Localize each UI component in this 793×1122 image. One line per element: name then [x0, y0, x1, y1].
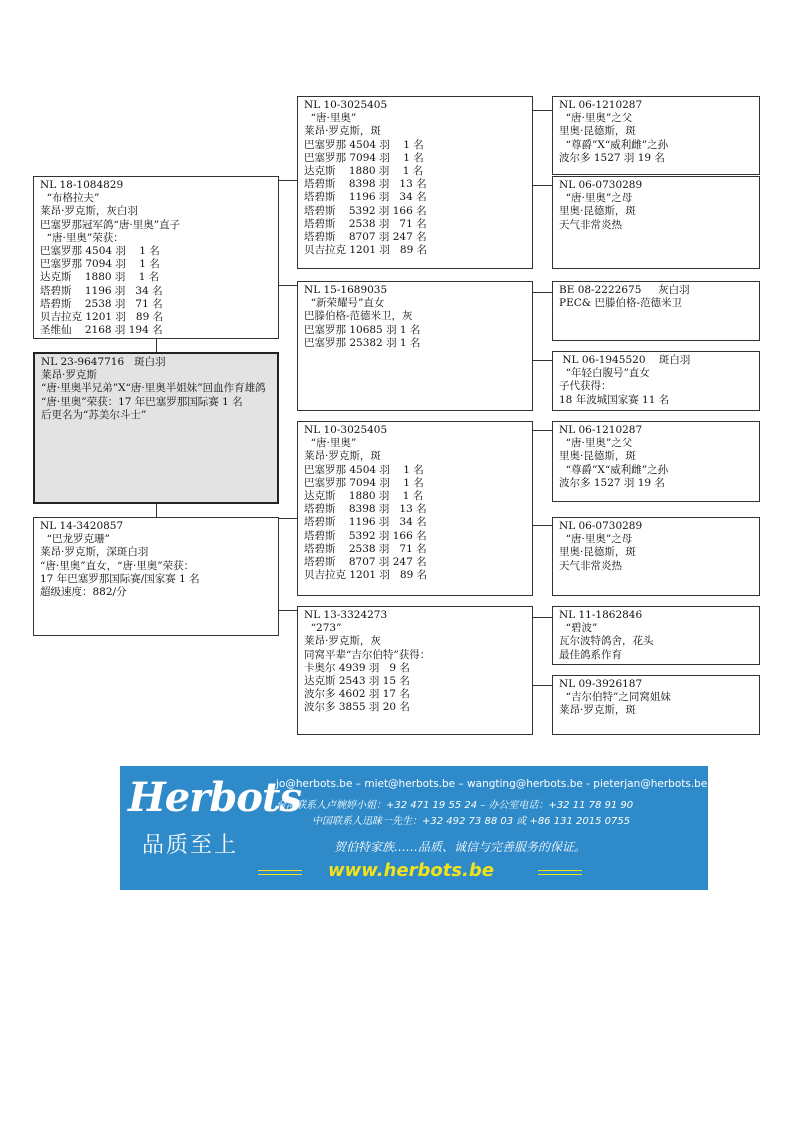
pedigree-line: 塔碧斯 2538 羽 71 名	[304, 542, 427, 555]
banner-slogan: 贺伯特家族……品质、诚信与完善服务的保证。	[334, 840, 587, 854]
pedigree-line: 巴塞罗那 4504 羽 1 名	[304, 463, 424, 476]
pedigree-line: 巴塞罗那 4504 羽 1 名	[40, 245, 160, 258]
pedigree-line: 塔碧斯 5392 羽 166 名	[304, 204, 427, 217]
pedigree-line: “唐·里奥”之父	[559, 437, 633, 450]
pedigree-line: 塔碧斯 5392 羽 166 名	[304, 529, 427, 542]
pedigree-line: 后更名为“苏美尔斗士”	[41, 408, 147, 421]
pedigree-line: 巴滕伯格-范德米卫，灰	[304, 310, 413, 323]
pedigree-line: 巴塞罗那 10685 羽 1 名	[304, 323, 421, 336]
pedigree-line: 巴塞罗那 7094 羽 1 名	[40, 258, 160, 271]
url-decoration-left	[258, 870, 302, 875]
pedigree-line: 塔碧斯 1196 羽 34 名	[304, 191, 427, 204]
connector-ss-sss	[532, 110, 552, 111]
pedigree-dsd	[552, 517, 760, 596]
connector-ds-dsd	[532, 525, 552, 526]
pedigree-line: NL 06-1945520 斑白羽	[559, 354, 691, 366]
pedigree-line: “碧波”	[559, 622, 598, 635]
pedigree-line: “唐·里奥半兄弟”X“唐·里奥半姐妹”回血作育雄鸽	[41, 382, 266, 395]
pedigree-line: 巴塞罗那 4504 羽 1 名	[304, 138, 424, 151]
pedigree-line: NL 13-3324273	[304, 609, 388, 621]
pedigree-line: NL 11-1862846	[559, 609, 643, 621]
pedigree-line: 莱昂·罗克斯，斑	[304, 125, 381, 138]
pedigree-line: 塔碧斯 8398 羽 13 名	[304, 503, 427, 516]
pedigree-line: “尊爵”X“威利雌”之孙	[559, 463, 669, 476]
pedigree-line: “唐·里奥”之母	[559, 533, 633, 546]
connector-ds-dss	[532, 430, 552, 431]
pedigree-dds	[552, 606, 760, 665]
pedigree-line: NL 06-1210287	[559, 424, 643, 436]
herbots-banner	[120, 766, 708, 890]
pedigree-line: “唐·里奥”直女，“唐·里奥”荣获：	[40, 559, 195, 572]
pedigree-line: 17 年巴塞罗那国际赛/国家赛 1 名	[40, 572, 200, 585]
pedigree-line: 塔碧斯 8707 羽 247 名	[304, 231, 427, 244]
pedigree-line: 莱昂·罗克斯，深斑白羽	[40, 546, 149, 559]
pedigree-sdd	[552, 351, 760, 411]
pedigree-line: NL 18-1084829	[40, 179, 124, 191]
pedigree-dam	[33, 517, 279, 636]
pedigree-line: 巴塞罗那 7094 羽 1 名	[304, 151, 424, 164]
pedigree-line: 莱昂·罗克斯，灰白羽	[40, 205, 138, 218]
pedigree-line: 达克斯 1880 羽 1 名	[304, 490, 424, 503]
connector-dam-down	[156, 503, 157, 518]
pedigree-line: 瓦尔波特鸽舍，花头	[559, 635, 654, 648]
pedigree-line: NL 14-3420857	[40, 520, 124, 532]
pedigree-line: “唐·里奥”荣获：	[40, 231, 124, 244]
pedigree-line: 波尔多 4602 羽 17 名	[304, 688, 410, 701]
pedigree-dam-dam	[297, 606, 533, 735]
pedigree-line: “唐·里奥”荣获：17 年巴塞罗那国际赛 1 名	[41, 395, 243, 408]
pedigree-line: “吉尔伯特”之同窝姐妹	[559, 691, 671, 704]
pedigree-line: 塔碧斯 1196 羽 34 名	[40, 284, 163, 297]
pedigree-sire-dam	[297, 281, 533, 411]
pedigree-line: “布格拉夫”	[40, 192, 100, 205]
pedigree-line: NL 15-1689035	[304, 284, 388, 296]
pedigree-line: 达克斯 2543 羽 15 名	[304, 675, 410, 688]
pedigree-line: NL 06-1210287	[559, 99, 643, 111]
url-decoration-right	[538, 870, 582, 875]
connector-dd-ddd	[532, 685, 552, 686]
pedigree-line: 莱昂·罗克斯，斑	[559, 704, 636, 717]
pedigree-line: “273”	[304, 622, 342, 635]
pedigree-line: “新荣耀号”直女	[304, 297, 385, 310]
pedigree-line: 塔碧斯 8707 羽 247 名	[304, 556, 427, 569]
banner-contact-china: 中国联系人迅睐一先生：+32 492 73 88 03 或 +86 131 2015 0755	[312, 816, 631, 827]
pedigree-line: 巴塞罗那 7094 羽 1 名	[304, 476, 424, 489]
pedigree-line: “巴龙罗克珊”	[40, 533, 110, 546]
pedigree-line: 子代获得：	[559, 380, 612, 393]
pedigree-line: “唐·里奥”	[304, 437, 357, 450]
pedigree-line: 塔碧斯 8398 羽 13 名	[304, 178, 427, 191]
pedigree-line: 达克斯 1880 羽 1 名	[40, 271, 160, 284]
connector-ss-ssd	[532, 185, 552, 186]
pedigree-line: NL 10-3025405	[304, 424, 388, 436]
pedigree-line: 波尔多 3855 羽 20 名	[304, 701, 410, 714]
pedigree-dam-sire	[297, 421, 533, 596]
banner-emails[interactable]: jo@herbots.be – miet@herbots.be – wangting@herbots.be - pieterjan@herbots.be	[276, 778, 708, 790]
pedigree-ddd	[552, 675, 760, 735]
pedigree-line: 里奥·昆德斯，斑	[559, 450, 636, 463]
connector-sd-sds	[532, 292, 552, 293]
pedigree-line: 18 年波城国家赛 11 名	[559, 393, 670, 406]
pedigree-subject	[33, 352, 279, 504]
banner-contact-taiwan: 台湾联系人卢婉婷小姐：+32 471 19 55 24 – 办公室电话：+32 11 78 91 90	[276, 800, 634, 811]
pedigree-line: 卡奥尔 4939 羽 9 名	[304, 661, 410, 674]
pedigree-line: NL 09-3926187	[559, 678, 643, 690]
pedigree-line: 巴塞罗那 25382 羽 1 名	[304, 336, 421, 349]
pedigree-line: 圣维仙 2168 羽 194 名	[40, 324, 163, 337]
pedigree-line: 塔碧斯 2538 羽 71 名	[40, 297, 163, 310]
pedigree-line: “唐·里奥”之父	[559, 112, 633, 125]
connector-sd-sdd	[532, 360, 552, 361]
pedigree-line: “尊爵”X“威利雌”之孙	[559, 138, 669, 151]
pedigree-line: 莱昂·罗克斯，灰	[304, 635, 381, 648]
pedigree-line: 里奥·昆德斯，斑	[559, 205, 636, 218]
pedigree-line: 贝吉拉克 1201 羽 89 名	[40, 311, 164, 324]
pedigree-sds	[552, 281, 760, 341]
pedigree-line: 巴塞罗那冠军鸽“唐·里奥”直子	[40, 218, 181, 231]
pedigree-ssd	[552, 176, 760, 269]
pedigree-line: 贝吉拉克 1201 羽 89 名	[304, 244, 428, 257]
pedigree-line: 莱昂·罗克斯	[41, 369, 97, 382]
pedigree-line: 里奥·昆德斯，斑	[559, 125, 636, 138]
connector-dam-ds	[278, 518, 298, 519]
pedigree-line: PEC& 巴滕伯格-范德米卫	[559, 297, 682, 310]
pedigree-line: 超级速度：882/分	[40, 586, 127, 599]
pedigree-line: BE 08-2222675 灰白羽	[559, 284, 690, 296]
pedigree-line: “唐·里奥”	[304, 112, 357, 125]
connector-dam-dd	[278, 610, 298, 611]
pedigree-line: 同窝平辈“吉尔伯特”获得：	[304, 648, 431, 661]
pedigree-sss	[552, 96, 760, 175]
connector-sire-up	[156, 338, 157, 353]
pedigree-line: 达克斯 1880 羽 1 名	[304, 165, 424, 178]
pedigree-line: “年轻白腹号”直女	[559, 367, 650, 380]
pedigree-line: 波尔多 1527 羽 19 名	[559, 476, 665, 489]
herbots-logo: Herbots	[128, 774, 301, 821]
connector-dd-dds	[532, 617, 552, 618]
banner-tagline: 品质至上	[142, 833, 239, 858]
banner-url[interactable]: www.herbots.be	[328, 860, 494, 881]
connector-sire-ss	[278, 180, 298, 181]
pedigree-dss	[552, 421, 760, 502]
pedigree-line: 天气非常炎热	[559, 218, 622, 231]
pedigree-sire-sire	[297, 96, 533, 269]
pedigree-line: 里奥·昆德斯，斑	[559, 546, 636, 559]
connector-sire-sd	[278, 285, 298, 286]
pedigree-line: NL 23-9647716 斑白羽	[41, 356, 166, 368]
pedigree-line: 贝吉拉克 1201 羽 89 名	[304, 569, 428, 582]
pedigree-line: NL 06-0730289	[559, 520, 643, 532]
pedigree-line: NL 10-3025405	[304, 99, 388, 111]
pedigree-line: 莱昂·罗克斯，斑	[304, 450, 381, 463]
pedigree-sire	[33, 176, 279, 339]
pedigree-line: 塔碧斯 2538 羽 71 名	[304, 217, 427, 230]
pedigree-line: 塔碧斯 1196 羽 34 名	[304, 516, 427, 529]
pedigree-line: 波尔多 1527 羽 19 名	[559, 151, 665, 164]
pedigree-line: 最佳鸽系作育	[559, 648, 622, 661]
pedigree-line: NL 06-0730289	[559, 179, 643, 191]
pedigree-line: 天气非常炎热	[559, 559, 622, 572]
pedigree-line: “唐·里奥”之母	[559, 192, 633, 205]
